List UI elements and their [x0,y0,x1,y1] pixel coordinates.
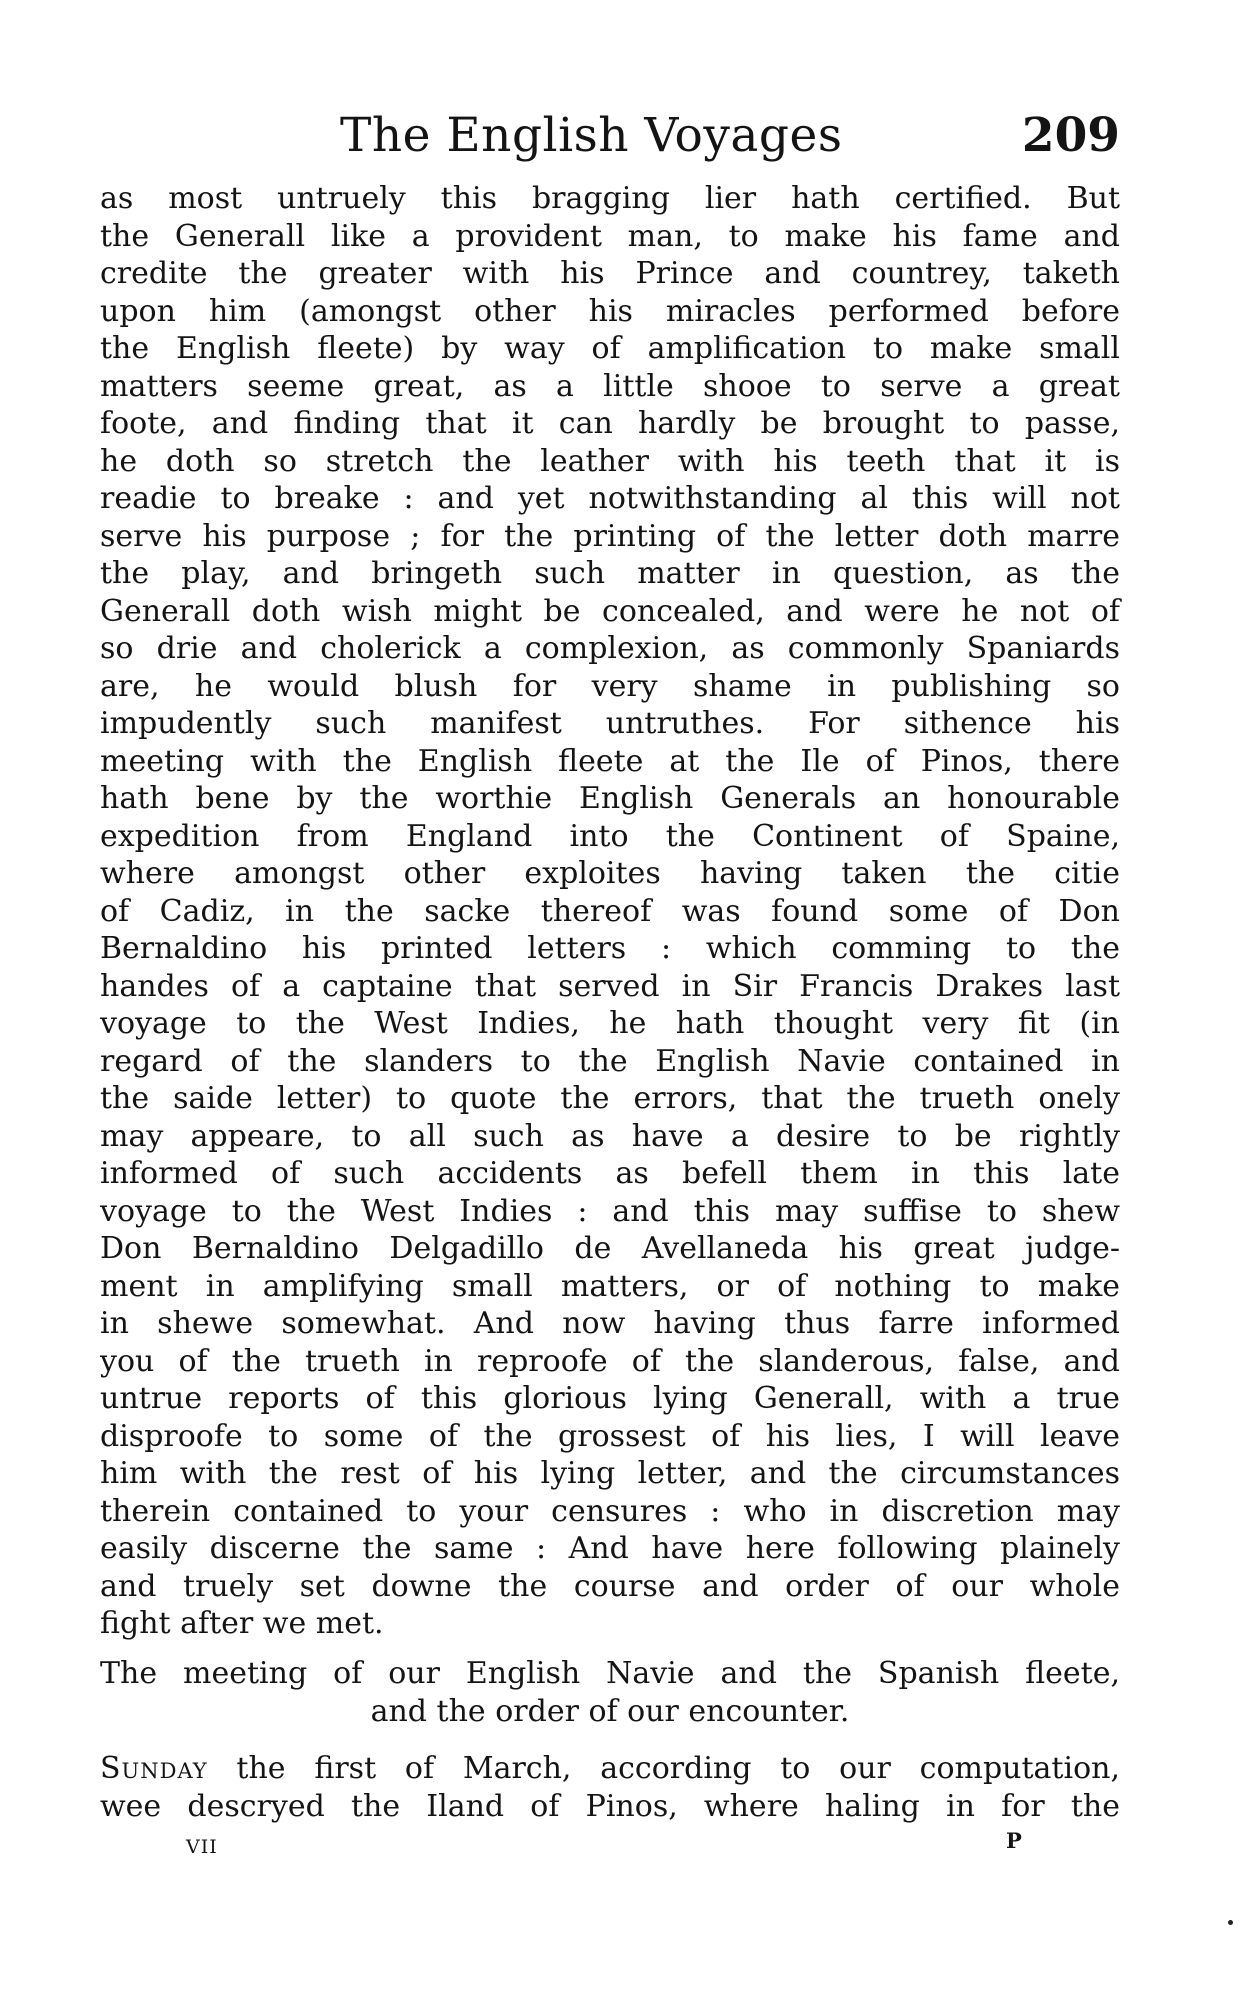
text-line: the saide letter) to quote the errors, that the trueth onely [100,1081,1120,1116]
text-line: regard of the slanders to the English Navie contained in [100,1043,1120,1079]
text-line: fight after we met. [100,1606,384,1641]
text-line: impudently such manifest untruthes. For sithence his [100,706,1120,741]
page-number: 209 [1021,108,1120,163]
text-line: foote, and finding that it can hardly be brought to passe, [100,406,1120,441]
text-line: hath bene by the worthie English Generals an honourable [100,781,1120,816]
text-line: you of the trueth in reproofe of the slanderous, false, and [100,1343,1120,1379]
text-line: him with the rest of his lying letter, and the circumstances [100,1456,1120,1491]
text-line: wee descryed the Iland of Pinos, where haling in for the [100,1788,1120,1824]
text-line: ment in amplifying small matters, or of nothing to make [100,1268,1120,1304]
text-line: Generall doth wish might be concealed, and were he not of [100,593,1120,629]
signature-letter: P [1006,1828,1022,1853]
lead-word: Sunday [100,1751,208,1786]
text-line: upon him (amongst other his miracles performed before [100,293,1120,329]
text-line: voyage to the West Indies, he hath thought very fit (in [100,1006,1120,1041]
body-text [100,180,1120,1643]
text-line: where amongst other exploites having taken the citie [100,856,1120,891]
text-line: serve his purpose ; for the printing of the letter doth marre [100,518,1120,554]
page-header [100,108,1120,168]
text-line: meeting with the English fleete at the Ile of Pinos, there [100,743,1120,779]
text-line: readie to breake : and yet notwithstanding al this will not [100,481,1120,516]
text-line: therein contained to your censures : who in discretion may [100,1493,1120,1529]
text-line: voyage to the West Indies : and this may suffise to shew [100,1193,1120,1229]
text-line: of Cadiz, in the sacke thereof was found some of Don [100,893,1120,929]
text-line: in shewe somewhat. And now having thus farre informed [100,1306,1120,1341]
text-line: the play, and bringeth such matter in question, as the [100,556,1120,591]
text-line: may appeare, to all such as have a desire to be rightly [100,1118,1120,1154]
text-line: informed of such accidents as befell them in this late [100,1156,1120,1191]
text-line: matters seeme great, as a little shooe to serve a great [100,368,1120,404]
running-title: The English Voyages [340,108,843,163]
section-heading-line: and the order of our encounter. [370,1694,850,1729]
text-line: he doth so stretch the leather with his teeth that it is [100,443,1120,479]
final-paragraph [100,1750,1120,1825]
scan-speck [1228,1920,1233,1925]
section-heading-line: The meeting of our English Navie and the Spanish fleete, [100,1656,1120,1691]
text-line: as most untruely this bragging lier hath certified. But [100,181,1120,216]
text-line-rest: the first of March, according to our computation, [207,1751,1120,1786]
section-heading [100,1655,1120,1731]
text-line [100,1750,1120,1788]
text-line: are, he would blush for very shame in publishing so [100,668,1120,704]
text-line: and truely set downe the course and order of our whole [100,1568,1120,1604]
text-line: so drie and cholerick a complexion, as commonly Spaniards [100,631,1120,666]
text-line: handes of a captaine that served in Sir Francis Drakes last [100,968,1120,1004]
text-line: the Generall like a provident man, to make his fame and [100,218,1120,254]
text-line: credite the greater with his Prince and countrey, taketh [100,256,1120,291]
text-line: disproofe to some of the grossest of his lies, I will leave [100,1418,1120,1454]
text-line: untrue reports of this glorious lying Generall, with a true [100,1381,1120,1416]
text-line: Bernaldino his printed letters : which comming to the [100,931,1120,966]
text-line: easily discerne the same : And have here following plainely [100,1531,1120,1566]
text-line: Don Bernaldino Delgadillo de Avellaneda his great judge- [100,1231,1120,1266]
text-line: the English fleete) by way of amplification to make small [100,331,1120,366]
text-line: expedition from England into the Continent of Spaine, [100,818,1120,854]
signature-mark: VII [186,1836,218,1858]
